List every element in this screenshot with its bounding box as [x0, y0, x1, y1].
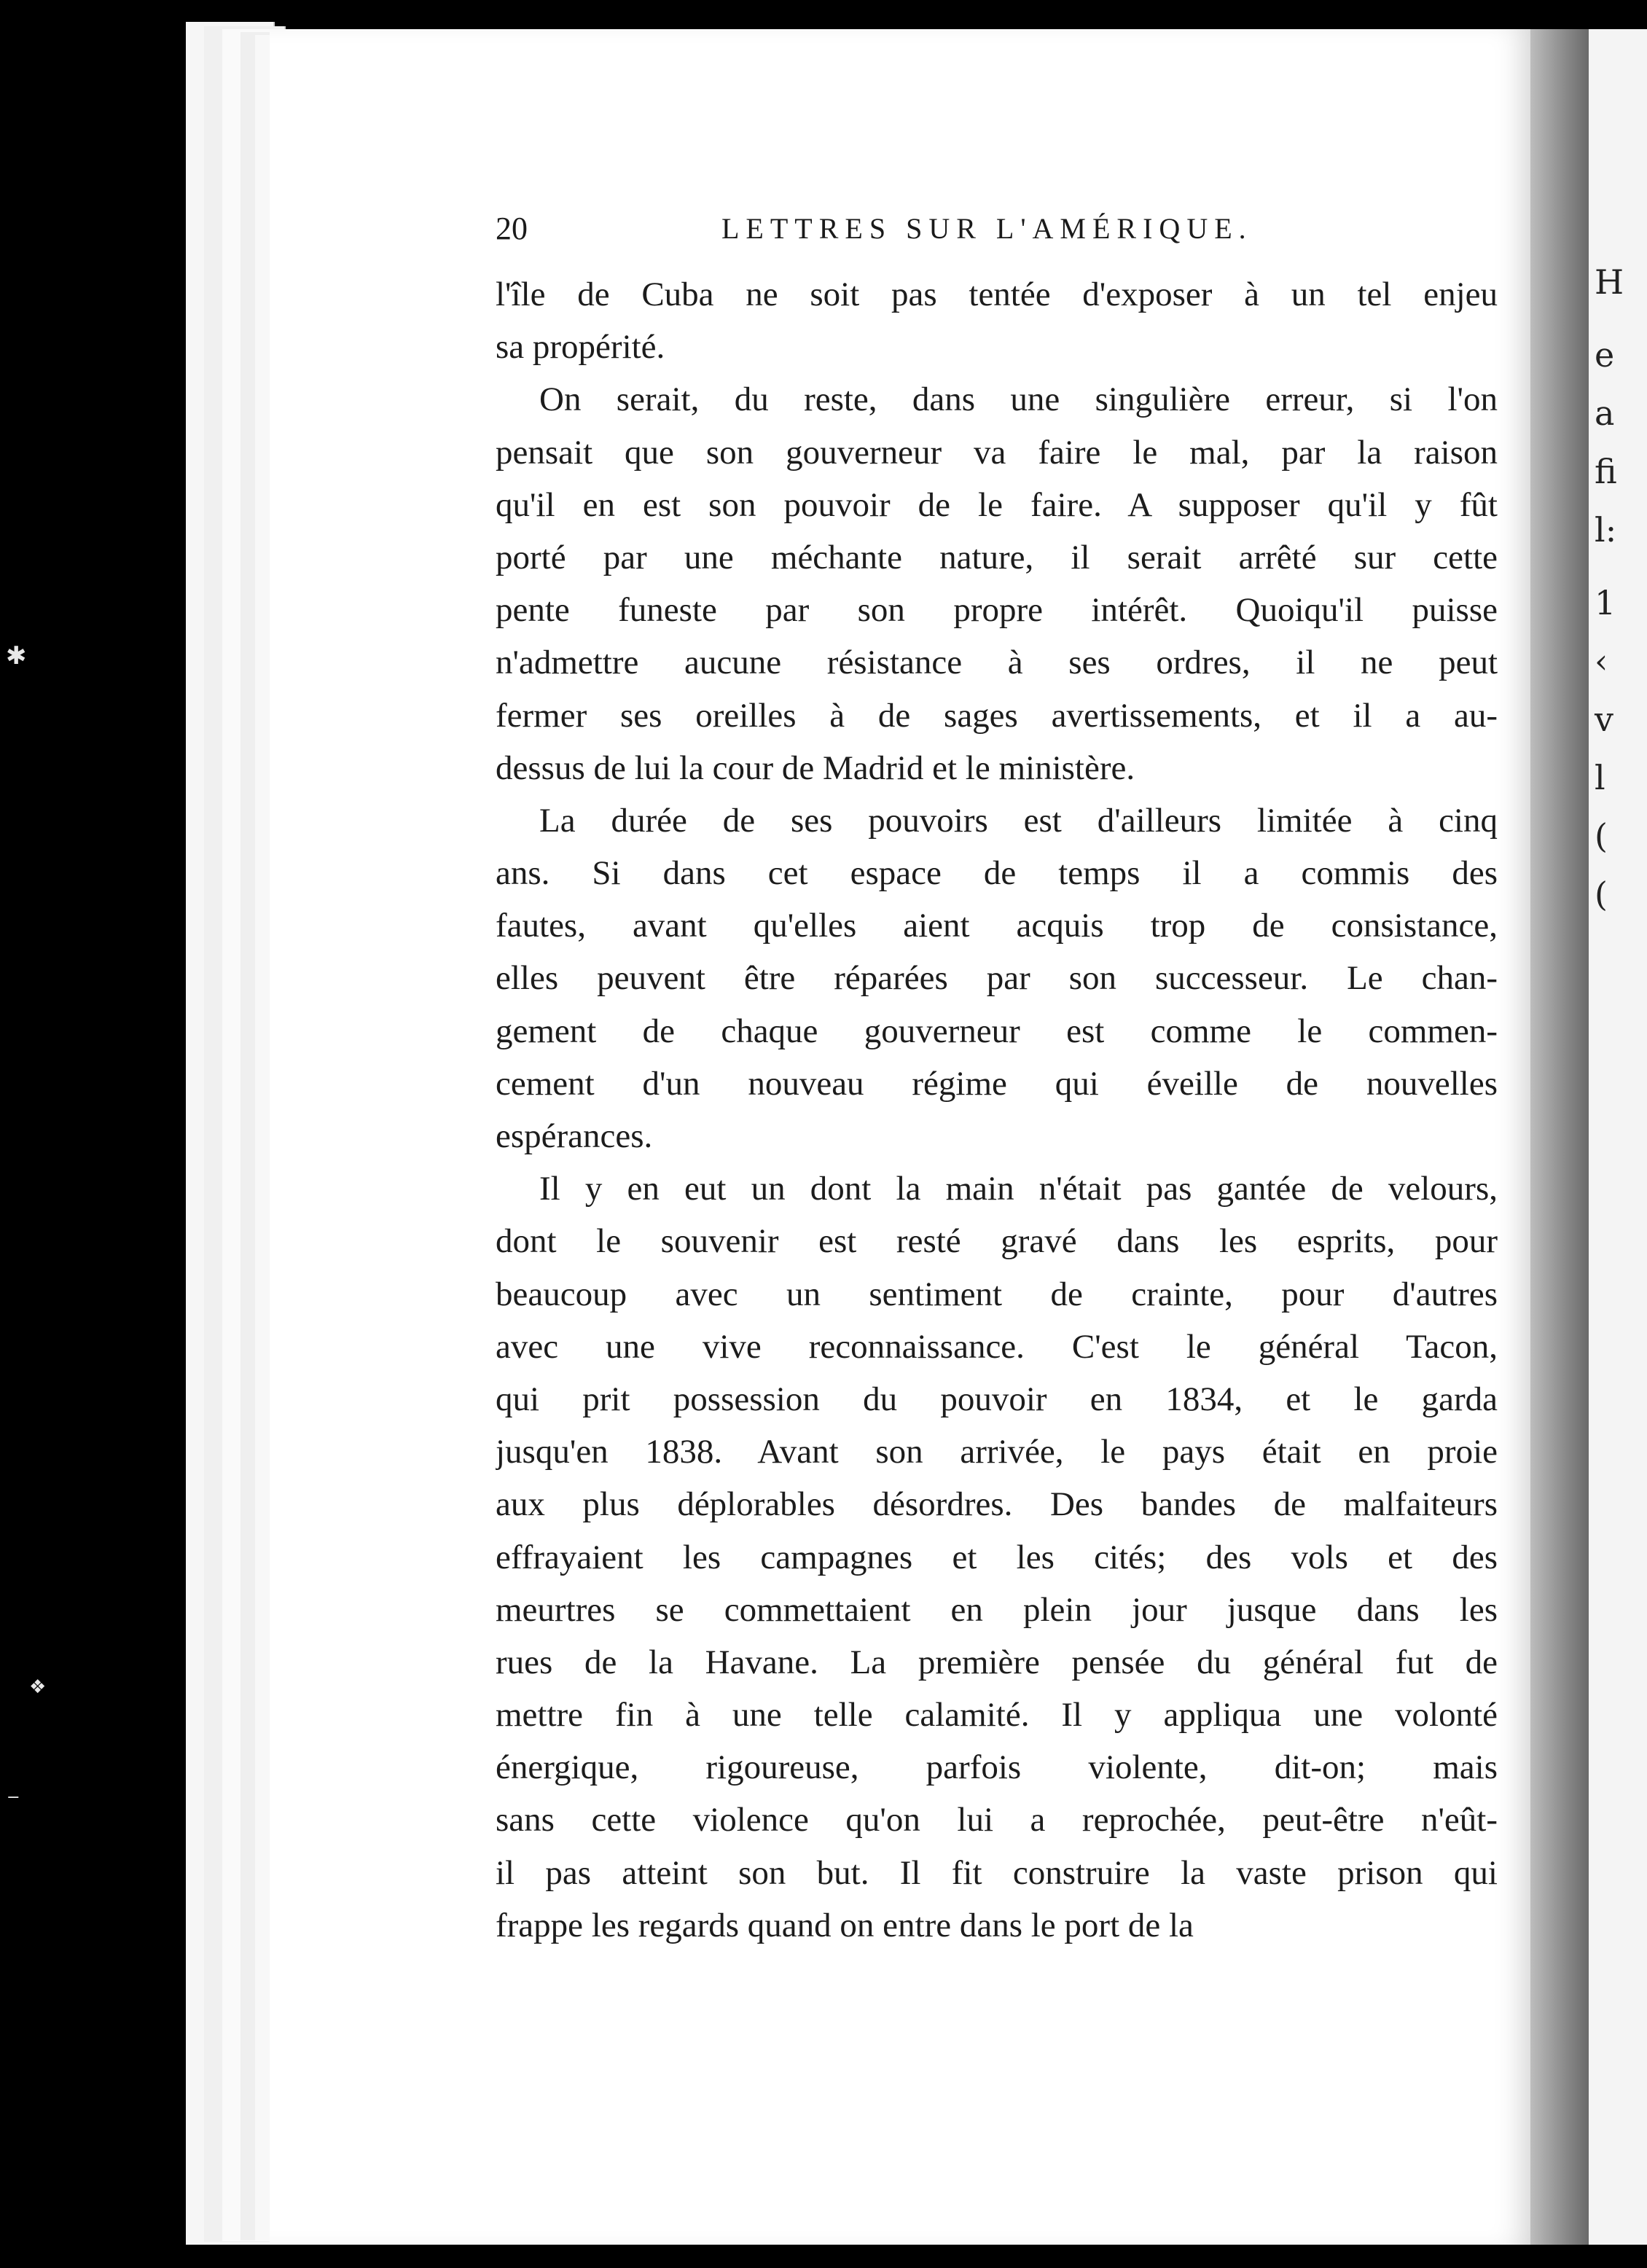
text-line: n'admettre aucune résistance à ses ordres, il ne peut — [496, 644, 1498, 682]
text-line: beaucoup avec un sentiment de crainte, pour d'autres — [496, 1275, 1498, 1313]
text-line: énergique, rigoureuse, parfois violente, dit-on; mais — [496, 1748, 1498, 1787]
text-line: pente funeste par son propre intérêt. Quoiqu'il puisse — [496, 591, 1498, 630]
text-line: dessus de lui la cour de Madrid et le ministère. — [496, 748, 1135, 787]
text-line: rues de la Havane. La première pensée du général fut de — [496, 1643, 1498, 1681]
paragraph — [496, 268, 1498, 373]
margin-speck: ‒ — [7, 1786, 20, 1807]
facing-page-char: fi — [1595, 452, 1617, 491]
text-line: mettre fin à une telle calamité. Il y appliqua une volonté — [496, 1696, 1498, 1735]
text-line: La durée de ses pouvoirs est d'ailleurs limitée à cinq — [539, 801, 1498, 840]
facing-page-char: ( — [1595, 875, 1608, 914]
paragraph — [496, 1162, 1498, 1952]
facing-page-char: l: — [1595, 510, 1617, 550]
text-line: meurtres se commettaient en plein jour jusque dans les — [496, 1590, 1498, 1629]
text-line: aux plus déplorables désordres. Des bandes de malfaiteurs — [496, 1485, 1498, 1524]
text-line: qui prit possession du pouvoir en 1834, et le garda — [496, 1380, 1498, 1418]
text-line: sans cette violence qu'on lui a reprochée, peut-être n'eût- — [496, 1801, 1498, 1839]
text-line: il pas atteint son but. Il fit construire la vaste prison qui — [496, 1853, 1498, 1892]
text-line: l'île de Cuba ne soit pas tentée d'exposer à un tel enjeu — [496, 275, 1498, 313]
margin-speck: ❖ — [29, 1676, 47, 1698]
facing-page-char: a — [1595, 394, 1615, 433]
facing-page-char: 1 — [1595, 583, 1616, 622]
text-line: fermer ses oreilles à de sages avertissements, et il a au- — [496, 696, 1498, 735]
facing-page-char: ( — [1595, 816, 1608, 856]
facing-page-char: e — [1595, 335, 1615, 375]
text-line: pensait que son gouverneur va faire le mal, par la raison — [496, 433, 1498, 472]
paragraph — [496, 794, 1498, 1162]
text-line: On serait, du reste, dans une singulière erreur, si l'on — [539, 380, 1498, 419]
facing-page — [1589, 29, 1647, 2245]
text-line: ans. Si dans cet espace de temps il a commis des — [496, 854, 1498, 893]
text-line: fautes, avant qu'elles aient acquis trop de consistance, — [496, 907, 1498, 945]
running-title: LETTRES SUR L'AMÉRIQUE. — [721, 212, 1253, 245]
text-line: cement d'un nouveau régime qui éveille de nouvelles — [496, 1064, 1498, 1103]
margin-speck: ✱ — [6, 641, 27, 670]
text-line: dont le souvenir est resté gravé dans les esprits, pour — [496, 1222, 1498, 1261]
body-text — [496, 268, 1498, 1952]
text-line: gement de chaque gouverneur est comme le commen- — [496, 1012, 1498, 1050]
paragraph — [496, 373, 1498, 794]
text-line: effrayaient les campagnes et les cités; des vols et des — [496, 1538, 1498, 1576]
text-line: qu'il en est son pouvoir de le faire. A supposer qu'il y fût — [496, 485, 1498, 524]
facing-page-char: v — [1595, 700, 1613, 739]
text-line: frappe les regards quand on entre dans le port de la — [496, 1906, 1194, 1944]
page-header — [496, 210, 1494, 254]
facing-page-char: H — [1595, 262, 1624, 302]
text-line: Il y en eut un dont la main n'était pas gantée de velours, — [539, 1170, 1498, 1208]
facing-page-char: ‹ — [1595, 641, 1608, 681]
text-line: elles peuvent être réparées par son successeur. Le chan- — [496, 959, 1498, 998]
text-line: sa propérité. — [496, 328, 665, 367]
text-line: avec une vive reconnaissance. C'est le général Tacon, — [496, 1327, 1498, 1366]
text-line: espérances. — [496, 1117, 653, 1155]
page-number: 20 — [496, 211, 528, 246]
page-gutter — [1530, 29, 1589, 2245]
facing-page-char: l — [1595, 758, 1605, 797]
text-line: porté par une méchante nature, il serait arrêté sur cette — [496, 538, 1498, 576]
text-line: jusqu'en 1838. Avant son arrivée, le pays était en proie — [496, 1433, 1498, 1471]
